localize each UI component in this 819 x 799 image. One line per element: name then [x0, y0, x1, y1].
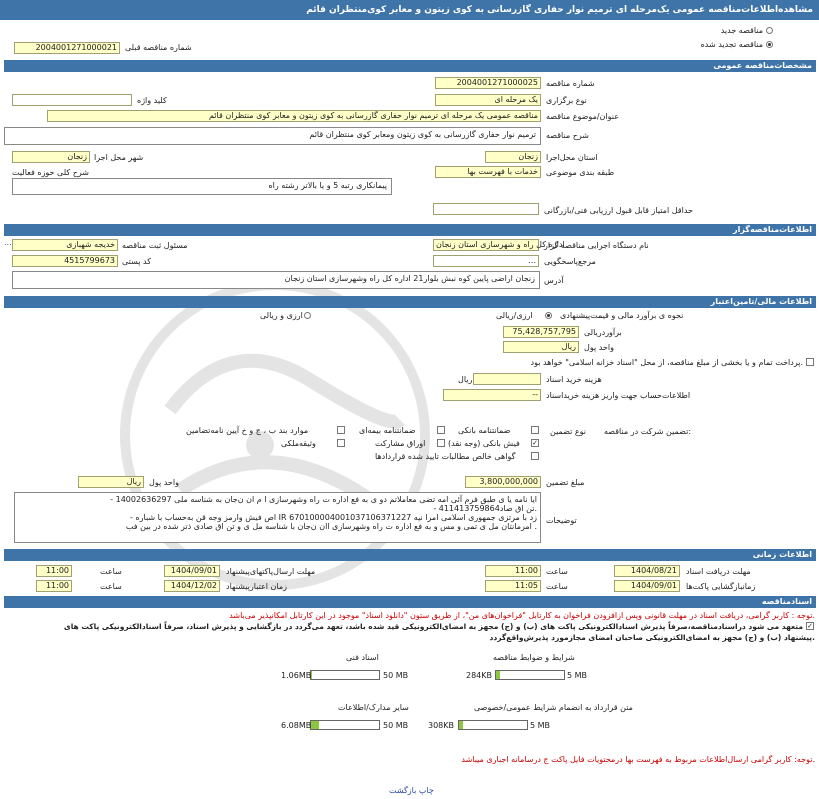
- file-size: 308KB: [428, 721, 455, 730]
- contact-label: مسئول ثبت مناقصه: [122, 241, 188, 250]
- open-date-field[interactable]: 1404/09/01: [614, 580, 680, 592]
- g-insurance-checkbox[interactable]: [437, 426, 445, 434]
- file-progress-bar: [310, 670, 380, 680]
- address-box: زنجان اراضی پایین کوه نبش بلوار21 اداره کل راه وشهرسازی استان زنجان: [12, 271, 540, 289]
- file-size: 1.06MB: [281, 671, 312, 680]
- file-progress-bar: [310, 720, 380, 730]
- g-bank-label: ضمانتنامه بانکی: [458, 426, 511, 435]
- file-label: سایر مدارک/اطلاعات: [338, 703, 409, 712]
- notes-line: - اص فیش وارمز وجه قن به‌حساب با شباره IR 670100004001037106371227 زد با مرتزی جمهوری اسلامی امرا نیه: [130, 513, 537, 522]
- ref-field[interactable]: ...: [433, 255, 539, 267]
- prev-no-label: شماره مناقصه قبلی: [125, 43, 192, 52]
- file-max: 50 MB: [383, 671, 409, 680]
- notes-line: - تن اق صاد411413759864.: [433, 504, 537, 513]
- city-field[interactable]: زنجان: [12, 151, 90, 163]
- validity-date-field[interactable]: 1404/12/02: [164, 580, 220, 592]
- postal-label: کد پستی: [122, 257, 151, 266]
- validity-time-field[interactable]: 11:00: [36, 580, 72, 592]
- section-docs: اسنادمناقصه: [4, 596, 816, 608]
- guarantee-unit-label: واحد پول: [149, 478, 179, 487]
- file-size: 284KB: [466, 671, 493, 680]
- file-progress-fill: [311, 671, 312, 679]
- keyword-label: کلید واژه: [137, 96, 167, 105]
- new-tender-radio[interactable]: [766, 27, 773, 34]
- rial-radio[interactable]: [545, 312, 552, 319]
- renewed-tender-radio[interactable]: [766, 41, 773, 48]
- g-claims-label: گواهی خالص مطالبات تایید شده قراردادها: [375, 452, 516, 461]
- g-claims-checkbox[interactable]: [531, 452, 539, 460]
- contact-more-dots[interactable]: ...: [4, 238, 12, 247]
- keyword-field[interactable]: [12, 94, 132, 106]
- file-max: 50 MB: [383, 721, 409, 730]
- account-field[interactable]: --: [443, 389, 541, 401]
- fx-radio[interactable]: [304, 312, 311, 319]
- receive-time-label: ساعت: [546, 567, 568, 576]
- rial-label: ارزی/ریالی: [496, 311, 533, 320]
- section-timing: اطلاعات زمانی: [4, 549, 816, 561]
- receive-label: مهلت دریافت اسناد: [686, 567, 751, 576]
- g-insurance-label: ضمانتنامه بیمه‌ای: [359, 426, 416, 435]
- notes-line: امرمانتان مل ی تمی و مس و به فع اداره ت راه وشهرسازی اان ن‌جان با شناسه مل ی و تن اق صادی ذتر شده در بین فب .: [125, 522, 537, 531]
- postal-field[interactable]: 4515799673: [12, 255, 118, 267]
- submit-time-field[interactable]: 11:00: [36, 565, 72, 577]
- activity-label: شرح کلی حوزه فعالیت: [12, 168, 89, 177]
- treasury-checkbox[interactable]: [806, 358, 814, 366]
- receive-time-field[interactable]: 11:00: [485, 565, 541, 577]
- activity-box: پیمانکاری رتبه 5 و یا بالاتر رشته راه: [12, 178, 392, 195]
- account-label: اطلاعات‌حساب جهت واریز هزینه خریداسناد: [546, 391, 691, 400]
- section-organizer: اطلاعات‌مناقصه‌گزار: [4, 224, 816, 236]
- address-label: آدرس: [544, 276, 564, 285]
- g-bonds-checkbox[interactable]: [437, 439, 445, 447]
- submit-time-label: ساعت: [100, 567, 122, 576]
- section-general: مشخصات‌مناقصه عمومی: [4, 60, 816, 72]
- file-label: شرایط و ضوابط مناقصه: [493, 653, 575, 662]
- category-label: طبقه بندی موضوعی: [546, 168, 615, 177]
- city-label: شهر محل اجرا: [94, 153, 144, 162]
- ref-label: مرجع‌پاسخگویی: [544, 257, 596, 266]
- desc-box: ترمیم نوار حفاری گازرسانی به کوی زیتون ومعابر کوی منتظران قائم: [4, 127, 541, 145]
- treasury-text: پرداخت تمام و یا بخشی از مبلغ مناقصه، از محل "اسناد خزانه اسلامی" خواهد بود.: [530, 358, 803, 367]
- g-other-checkbox[interactable]: [337, 426, 345, 434]
- file-label: متن قرارداد به انضمام شرایط عمومی/خصوصی: [474, 703, 633, 712]
- kind-field[interactable]: یک مرحله ای: [435, 94, 541, 106]
- estimate-field[interactable]: 75,428,757,795: [503, 326, 579, 338]
- notes-line: - ایا نامه یا ی طبق فرم آئی امه تضی معاملاتم دو ی به فع اداره ت راه وشهرسازی ا م ان ن‌جان به شناسه ملی 14002636297: [110, 495, 537, 504]
- section-financial: اطلاعات مالی/تامین‌اعتبار: [4, 296, 816, 308]
- unit-label: واحد پول: [584, 343, 614, 352]
- file-max: 5 MB: [530, 721, 551, 730]
- docs-note-3: پیشنهاد (ب) و (ج) مجهز به امضای‌الکترونیکی صاحبان امضای مجازمورد پذیرش‌واقع‌گردد.: [489, 633, 815, 642]
- file-label: اسناد فنی: [346, 653, 379, 662]
- docs-cost-label: هزینه خرید اسناد: [546, 375, 602, 384]
- receive-date-field[interactable]: 1404/08/21: [614, 565, 680, 577]
- open-label: زمانبازگشایی پاکت‌ها: [686, 582, 756, 591]
- notes-label: توضیحات: [546, 516, 577, 525]
- estimate-label: برآوردریالی: [584, 328, 622, 337]
- file-progress-fill: [459, 721, 463, 729]
- file-progress-bar: [458, 720, 528, 730]
- validity-time-label: ساعت: [100, 582, 122, 591]
- contact-field[interactable]: خدیجه شهبازی: [12, 239, 118, 251]
- g-bonds-label: اوراق مشارکت: [375, 439, 426, 448]
- validity-label: زمان اعتبارپیشنهاد: [226, 582, 288, 591]
- g-property-checkbox[interactable]: [337, 439, 345, 447]
- notes-box: [14, 492, 541, 543]
- submit-label: مهلت ارسال‌پاکتهای‌پیشنهاد: [226, 567, 316, 576]
- submit-date-field[interactable]: 1404/09/01: [164, 565, 220, 577]
- guarantee-unit-field[interactable]: ریال: [78, 476, 144, 488]
- print-back-link[interactable]: چاپ بازگشت: [389, 786, 434, 795]
- file-progress-fill: [311, 721, 319, 729]
- docs-note-1: توجه : کاربر گرامی، دریافت اسناد در مهلت قانونی وپس ازافزودن فراخوان به کارتابل "فراخوان‌های من"، از طریق ستون "دانلود اسناد" موجود در این کارتابل امکانپذیر می‌باشد.: [229, 611, 815, 620]
- org-label: نام دستگاه اجرایی مناقصه گزار: [544, 241, 649, 250]
- guarantee-amount-label: مبلغ تضمین: [546, 478, 585, 487]
- unit-field[interactable]: ریال: [503, 341, 579, 353]
- subject-field[interactable]: مناقصه عمومی یک مرحله ای ترمیم نوار حفاری گازرسانی به کوی زیتون و معابر کوی منتظران قائم: [47, 110, 541, 122]
- fx-label: ارزی و ریالی: [260, 311, 303, 320]
- org-field[interactable]: اداره کل راه و شهرسازی استان زنجان: [433, 239, 539, 251]
- file-progress-fill: [496, 671, 500, 679]
- g-cash-checkbox[interactable]: ✓: [532, 439, 538, 447]
- subject-label: عنوان/موضوع مناقصه: [546, 112, 619, 121]
- file-max: 5 MB: [567, 671, 588, 680]
- commit-checkbox[interactable]: ✓: [807, 622, 813, 630]
- docs-cost-unit: ریال: [458, 375, 473, 384]
- g-property-label: وثیقه‌ملکی: [281, 439, 316, 448]
- g-cash-label: فیش بانکی (وجه نقد): [448, 439, 520, 448]
- guarantee-label: تضمین شرکت در مناقصه:: [604, 427, 692, 436]
- g-bank-checkbox[interactable]: [531, 426, 539, 434]
- docs-note-4: توجه: کاربر گرامی ارسال‌اطلاعات مربوط به فهرست بها درمحتویات فایل پاکت ج درسامانه اجباری میباشد.: [461, 755, 815, 764]
- new-tender-label: مناقصه جدید: [720, 26, 763, 35]
- estimate-type-label: نحوه ی برآورد مالی و قیمت‌پیشنهادی: [560, 311, 684, 320]
- province-label: استان محل‌اجرا: [546, 153, 598, 162]
- kind-label: نوع برگزاری: [546, 96, 587, 105]
- page-title: مشاهده‌اطلاعات‌مناقصه عمومی یک‌مرحله ای ترمیم نوار حفاری گازرسانی به کوی زیتون و معابر کوی‌منتظران قائم: [0, 0, 819, 20]
- renewed-tender-label: مناقصه تجدید شده: [700, 40, 763, 49]
- g-other-label: موارد بند ب ، ج و خ آیین نامه‌تضامین: [186, 426, 309, 435]
- docs-cost-field[interactable]: [473, 373, 541, 385]
- tender-no-field[interactable]: 2004001271000025: [435, 77, 541, 89]
- min-score-label: حداقل امتیاز قابل قبول ارزیابی فنی/بازرگانی: [544, 206, 693, 215]
- province-field[interactable]: زنجان: [485, 151, 541, 163]
- guarantee-amount-field[interactable]: 3,800,000,000: [465, 476, 541, 488]
- min-score-field[interactable]: [433, 203, 539, 215]
- open-time-label: ساعت: [546, 582, 568, 591]
- prev-no-field[interactable]: 2004001271000021: [14, 42, 120, 54]
- open-time-field[interactable]: 11:05: [485, 580, 541, 592]
- tender-no-label: شماره مناقصه: [546, 79, 595, 88]
- desc-label: شرح مناقصه: [546, 131, 590, 140]
- category-field[interactable]: خدمات با فهرست بها: [435, 166, 541, 178]
- file-progress-bar: [495, 670, 565, 680]
- docs-note-2: متعهد می شود دراسنادمناقصه،صرفاً پذیرش اسنادالکترونیکی پاکت های (ب) و (ج) مجهز به امضای‌الکترونیکی قید شده باشد، تعهد می‌گردد در بازگشایی و پذیرش اسناد، صرفاً اسنادالکترونیکی پاکت های: [63, 622, 803, 631]
- file-size: 6.08MB: [281, 721, 312, 730]
- guarantee-type-label: نوع تضمین: [550, 427, 586, 436]
